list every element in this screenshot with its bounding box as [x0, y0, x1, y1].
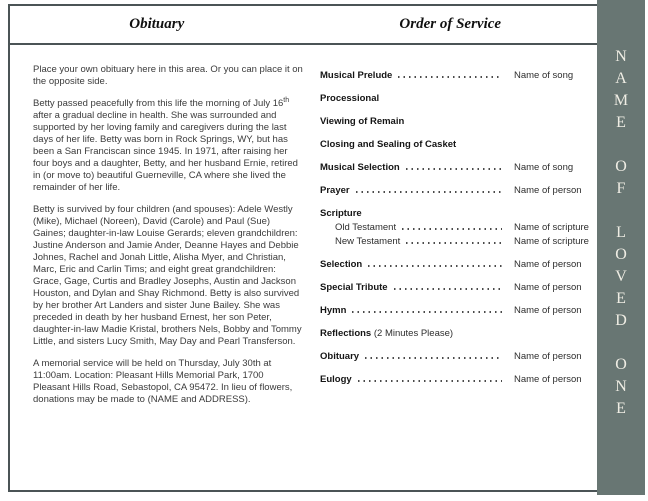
dotted-leader: [406, 242, 502, 244]
service-item-label: Closing and Sealing of Casket: [320, 139, 457, 150]
dotted-leader: [352, 311, 502, 313]
service-item-value: Name of song: [514, 162, 574, 173]
sidebar-letter: F: [616, 180, 626, 197]
service-item-label: Viewing of Remain: [320, 116, 405, 127]
paragraph-text: after a gradual decline in health. She was surrounded and supported by her loving family and caregivers during the last days of her life. Betty was born in Rock Springs, WY, but has been a San Franciscan since 1945. In 1971, after raising her four boys and a daughter, Betty, and her husband Ernie, retired in (or move to) beautiful Guerneville, CA where she lived the remainder of her life.: [33, 110, 298, 193]
obituary-paragraph-3: [33, 204, 303, 348]
service-item-label: Musical Selection: [320, 162, 400, 173]
dotted-leader: [358, 380, 502, 382]
service-item-label: Special Tribute: [320, 281, 388, 293]
service-item-label: Old Testament: [335, 222, 397, 233]
obituary-paragraph-2: [33, 98, 303, 194]
paragraph-text: Place your own obituary here in this area. Or you can place it on the opposite side.: [33, 64, 303, 87]
service-item-hymn: [320, 304, 582, 317]
service-item-new-testament: [335, 235, 589, 248]
service-item-label: Eulogy: [320, 373, 352, 385]
service-item-obituary: [320, 350, 582, 363]
program-frame: [8, 4, 597, 492]
superscript-text: th: [283, 96, 290, 104]
obituary-paragraph-4: [33, 358, 303, 406]
sidebar-letter: O: [615, 246, 627, 263]
service-item-label: Obituary: [320, 350, 360, 362]
paragraph-text: Betty is survived by four children (and spouses): Adele Westly (Mike), Michael (Noreen), David (Carole) and Paul (Sue) Gaines; daughter-in-law Louise Gerards; eleven grandchildren: Justine Anderson and Jamie Ander, Deanne Hayes and Debbie Johnes, Rachel and Jonah Little, Alisha Myer, and Christian, Marc, Eric and Carlin Tims; and eight great grandchildren: Grace, Gage, Curtis and Bradley Josephs, Austin and Jackson Houston, and Dylan and Shay Richmond. Betty is also survived by her brother Art Landers and sister June Bailey. She was preceded in death by her husband Ernest, her son Peter, daughter-in-law Madie Kristal, brothers Nels, Bobby and Tommy Little, and sisters Lucy Smith, May Day and Pearl Transferson.: [33, 204, 302, 347]
content-area: [10, 45, 597, 416]
service-item-closing-and-sealing-of-casket: [320, 139, 576, 151]
sidebar-letter: L: [616, 224, 626, 241]
sidebar-letter: A: [615, 70, 627, 87]
service-item-value: Name of person: [514, 281, 582, 293]
service-item-musical-selection: [320, 162, 576, 174]
service-item-label: Musical Prelude: [320, 70, 393, 81]
service-item-selection: [320, 258, 582, 271]
service-item-scripture: [320, 208, 576, 220]
service-item-label: Selection: [320, 258, 363, 270]
service-item-label: New Testament: [335, 235, 401, 247]
service-item-value: Name of scripture: [514, 235, 589, 247]
service-item-eulogy: [320, 373, 582, 386]
service-item-value: Name of song: [514, 70, 574, 81]
service-item-reflections: [320, 328, 576, 340]
paragraph-text: A memorial service will be held on Thursday, July 30th at 11:00am. Location: Pleasant Hills Memorial Park, 1700 Pleasant Hills Road, Sebastopol, CA 95472. In lieu of flowers, donations may be made to (NAME and ADDRESS).: [33, 358, 293, 405]
service-item-label: Processional: [320, 93, 380, 104]
sidebar-letter: V: [615, 268, 627, 285]
dotted-leader: [365, 357, 502, 359]
service-item-value: Name of person: [514, 304, 582, 316]
sidebar-letter: E: [616, 114, 626, 131]
service-item-note: (2 Minutes Please): [371, 327, 454, 339]
sidebar-letter: M: [613, 92, 629, 109]
sidebar-vertical-text: [597, 0, 645, 495]
order-of-service-list: [320, 64, 589, 416]
service-item-special-tribute: [320, 281, 582, 294]
sidebar-letter: O: [615, 158, 627, 175]
service-item-old-testament: [335, 222, 589, 234]
sidebar-letter: D: [615, 312, 627, 329]
sidebar-letter: O: [615, 356, 627, 373]
dotted-leader: [356, 191, 502, 193]
service-item-value: Name of person: [514, 258, 582, 270]
dotted-leader: [394, 288, 502, 290]
service-item-value: Name of person: [514, 185, 582, 196]
service-item-label: Scripture: [320, 208, 362, 219]
sidebar-letter: E: [616, 400, 626, 417]
dotted-leader: [368, 265, 502, 267]
service-group-scripture: [320, 208, 589, 248]
sidebar-letter: N: [615, 48, 627, 65]
service-item-value: Name of scripture: [514, 222, 589, 233]
header-band: [10, 6, 597, 45]
service-item-viewing-of-remain: [320, 116, 576, 128]
obituary-title: Obituary: [129, 16, 185, 32]
obituary-text: [33, 64, 303, 416]
service-item-label: Prayer: [320, 185, 350, 196]
service-item-label: Reflections: [320, 327, 372, 339]
service-item-label: Hymn: [320, 304, 347, 316]
service-item-musical-prelude: [320, 70, 576, 82]
service-item-prayer: [320, 185, 582, 197]
dotted-leader: [402, 228, 502, 230]
sidebar-letter: N: [615, 378, 627, 395]
order-of-service-title: Order of Service: [399, 16, 502, 32]
sidebar-letter: E: [616, 290, 626, 307]
dotted-leader: [406, 168, 502, 170]
dotted-leader: [398, 76, 502, 78]
obituary-paragraph-1: [33, 64, 303, 88]
service-item-processional: [320, 93, 576, 105]
service-item-value: Name of person: [514, 350, 582, 362]
paragraph-text: Betty passed peacefully from this life the morning of July 16: [33, 98, 284, 109]
service-item-value: Name of person: [514, 373, 582, 385]
